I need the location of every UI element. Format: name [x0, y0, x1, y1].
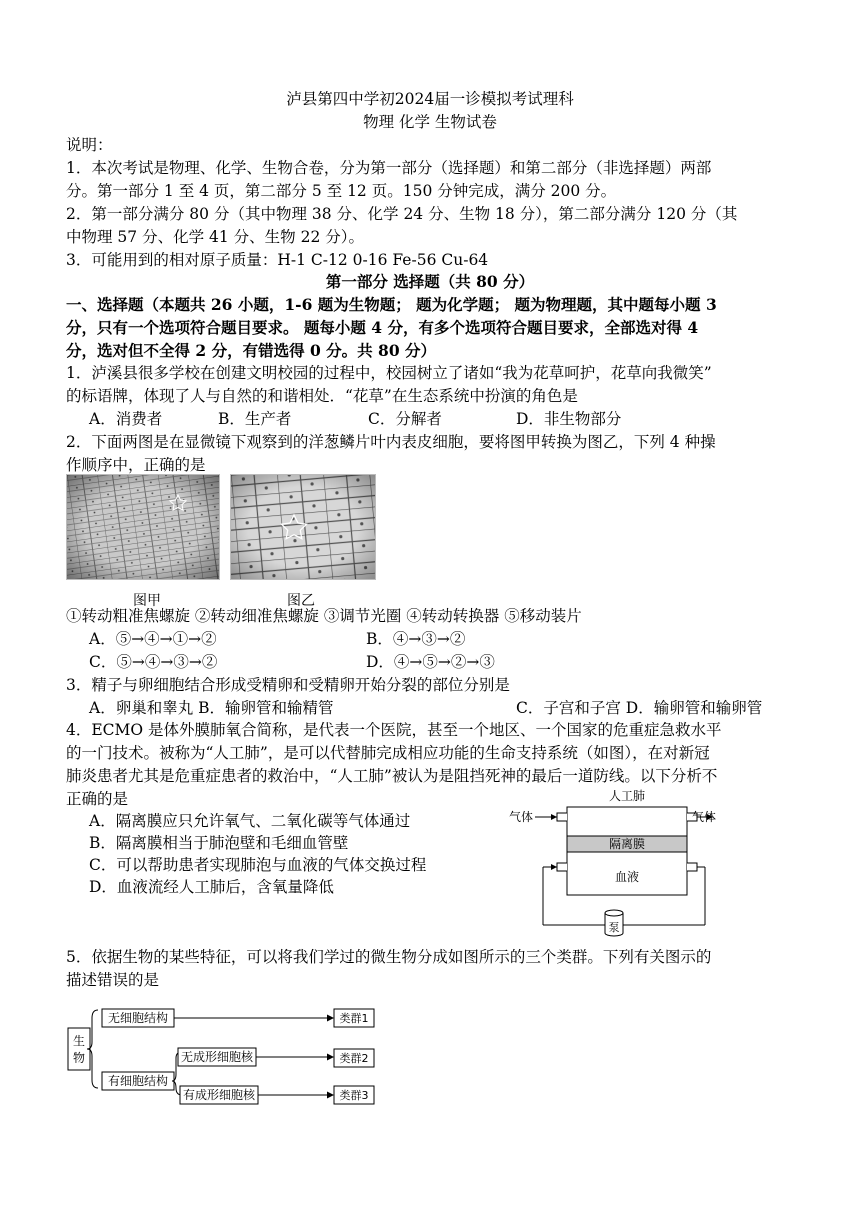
section-instructions-line2: 分，只有一个选项符合题目要求。 题每小题 4 分，有多个选项符合题目要求，全部选对得 4: [66, 318, 699, 337]
exam-title-line1: 泸县第四中学初2024届一诊模拟考试理科: [286, 90, 574, 108]
question-4-line4: 正确的是: [66, 790, 129, 808]
exam-title-line2: 物理 化学 生物试卷: [363, 113, 497, 131]
question-4-line3: 肺炎患者尤其是危重症患者的救治中，“人工肺”被认为是阻挡死神的最后一道防线。以下分析不: [66, 767, 718, 785]
instruction-2-line2: 中物理 57 分、化学 41 分、生物 22 分）。: [66, 228, 364, 246]
ecmo-title: 人工肺: [608, 789, 646, 803]
group-3-label: 类群3: [339, 1089, 369, 1102]
no-nucleus-label: 无成形细胞核: [180, 1050, 254, 1064]
ecmo-gas-in: 气体: [509, 810, 534, 824]
q1-option-d: D．非生物部分: [516, 410, 622, 428]
ecmo-blood-label: 血液: [614, 870, 640, 884]
micrograph-b: [230, 474, 376, 580]
ecmo-membrane-label: 隔离膜: [608, 837, 646, 851]
ecmo-gas-out: 气体: [691, 810, 716, 824]
section-instructions-line1: 一、选择题（本题共 26 小题，1-6 题为生物题； 题为化学题； 题为物理题，其中题每小题 3: [66, 295, 717, 314]
micrograph-a-image: [67, 475, 219, 579]
q2-option-b: B．④→③→②: [366, 630, 466, 648]
part1-heading: 第一部分 选择题（共 80 分）: [325, 272, 535, 291]
question-2-line1: 2．下面两图是在显微镜下观察到的洋葱鳞片叶内表皮细胞，要将图甲转换为图乙，下列 4 种操: [66, 433, 716, 451]
ecmo-diagram: [505, 785, 720, 940]
section-instructions-line3: 分，选对但不全得 2 分，有错选得 0 分。共 80 分）: [66, 341, 437, 360]
q4-option-a: A．隔离膜应只允许氧气、二氧化碳等气体通过: [89, 812, 411, 830]
instructions-label: 说明：: [66, 136, 113, 154]
q2-steps: ①转动粗准焦螺旋 ②转动细准焦螺旋 ③调节光圈 ④转动转换器 ⑤移动装片: [66, 607, 582, 625]
instruction-2-line1: 2．第一部分满分 80 分（其中物理 38 分、化学 24 分、生物 18 分），第二部分满分 120 分（其: [66, 205, 738, 223]
q3-options-ab: A．卵巢和睾丸 B．输卵管和输精管: [89, 699, 334, 717]
q3-options-cd: C．子宫和子宫 D．输卵管和输卵管: [516, 699, 763, 717]
classification-diagram: [66, 1000, 386, 1110]
root-label-top: 生: [72, 1034, 86, 1048]
no-cell-structure-label: 无细胞结构: [107, 1011, 169, 1025]
micrograph-a: [66, 474, 220, 580]
question-2-line2: 作顺序中，正确的是: [66, 456, 206, 474]
fig-a-caption: 图甲: [133, 593, 161, 609]
group-1-label: 类群1: [339, 1012, 369, 1025]
fig-b-caption: 图乙: [287, 593, 315, 609]
question-3-line1: 3．精子与卵细胞结合形成受精卵和受精卵开始分裂的部位分别是: [66, 676, 510, 694]
has-nucleus-label: 有成形细胞核: [182, 1088, 256, 1102]
instruction-1-line1: 1．本次考试是物理、化学、生物合卷，分为第一部分（选择题）和第二部分（非选择题）两部: [66, 159, 712, 177]
question-5-line1: 5．依据生物的某些特征，可以将我们学过的微生物分成如图所示的三个类群。下列有关图示的: [66, 948, 712, 966]
has-cell-structure-label: 有细胞结构: [107, 1074, 169, 1088]
q2-option-c: C．⑤→④→③→②: [89, 653, 218, 671]
q1-option-a: A．消费者: [89, 410, 163, 428]
instruction-1-line2: 分。第一部分 1 至 4 页，第二部分 5 至 12 页。150 分钟完成，满分 200 分。: [66, 182, 617, 200]
q4-option-b: B．隔离膜相当于肺泡壁和毛细血管壁: [89, 834, 349, 852]
micrograph-b-image: [231, 475, 375, 579]
question-1-line2: 的标语牌，体现了人与自然的和谐相处．“花草”在生态系统中扮演的角色是: [66, 387, 578, 405]
instruction-3: 3．可能用到的相对原子质量：H-1 C-12 0-16 Fe-56 Cu-64: [66, 251, 489, 269]
question-1-line1: 1．泸溪县很多学校在创建文明校园的过程中，校园树立了诸如“我为花草呵护，花草向我微笑”: [66, 364, 712, 382]
question-5-line2: 描述错误的是: [66, 971, 160, 989]
q4-option-c: C．可以帮助患者实现肺泡与血液的气体交换过程: [89, 856, 427, 874]
q1-option-c: C．分解者: [368, 410, 442, 428]
root-label-bottom: 物: [72, 1051, 86, 1065]
question-4-line2: 的一门技术。被称为“人工肺”，是可以代替肺完成相应功能的生命支持系统（如图），在对新冠: [66, 744, 710, 762]
q1-option-b: B．生产者: [218, 410, 292, 428]
question-4-line1: 4．ECMO 是体外膜肺氧合简称，是代表一个医院，甚至一个地区、一个国家的危重症急救水平: [66, 721, 722, 739]
ecmo-pump-label: 泵: [608, 921, 620, 934]
q2-option-a: A．⑤→④→①→②: [89, 630, 217, 648]
group-2-label: 类群2: [339, 1052, 369, 1065]
q2-option-d: D．④→⑤→②→③: [366, 653, 495, 671]
q4-option-d: D．血液流经人工肺后，含氧量降低: [89, 878, 334, 896]
